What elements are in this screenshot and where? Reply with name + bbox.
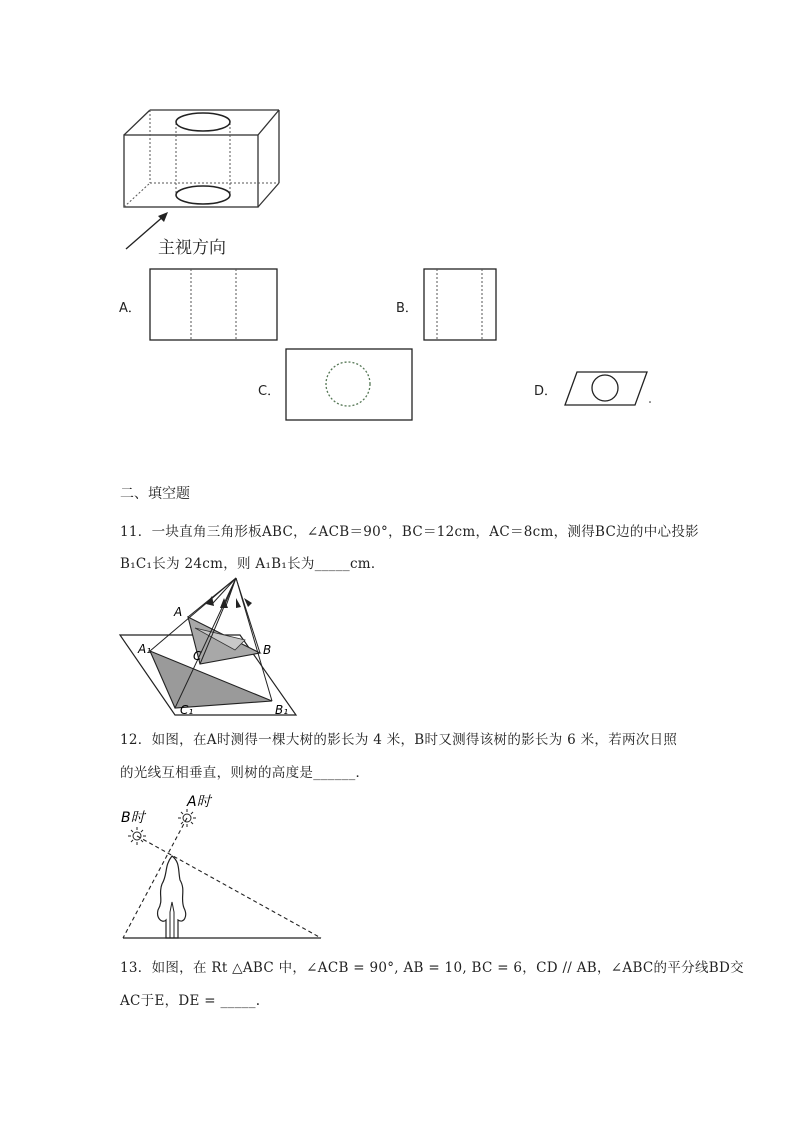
section-title: 二、填空题 bbox=[120, 486, 190, 502]
fig12-label-a-time: A时 bbox=[187, 794, 211, 810]
option-a-label: A． bbox=[119, 301, 141, 316]
option-d-label: D． bbox=[534, 384, 558, 399]
fig11-label-a: A bbox=[174, 605, 183, 619]
option-b-label: B． bbox=[396, 301, 418, 316]
fig11-label-c: C bbox=[193, 649, 202, 663]
fig11-label-b1: B₁ bbox=[275, 703, 289, 717]
view-direction-label: 主视方向 bbox=[158, 238, 226, 258]
q12-line2: 的光线互相垂直，则树的高度是______． bbox=[120, 765, 370, 781]
q13-line2: AC于E，DE = _____. bbox=[120, 993, 261, 1009]
fig11-label-a1: A₁ bbox=[138, 642, 152, 656]
fig11-label-c1: C₁ bbox=[180, 703, 194, 717]
q11-line2: B₁C₁长为 24cm，则 A₁B₁长为_____cm． bbox=[120, 556, 385, 572]
fig11-label-b: B bbox=[263, 643, 272, 657]
q11-line1: 11．一块直角三角形板ABC，∠ACB＝90°，BC＝12cm，AC＝8cm，测得BC边的中心投影 bbox=[120, 524, 699, 540]
option-c-label: C． bbox=[258, 384, 281, 399]
q12-line1: 12．如图，在A时测得一棵大树的影长为 4 米，B时又测得该树的影长为 6 米，若两次日照 bbox=[120, 732, 678, 748]
fig12-label-b-time: B时 bbox=[121, 810, 145, 826]
q13-line1: 13．如图，在 Rt △ABC 中，∠ACB = 90°, AB = 10, BC = 6，CD // AB，∠ABC的平分线BD交 bbox=[120, 960, 744, 976]
